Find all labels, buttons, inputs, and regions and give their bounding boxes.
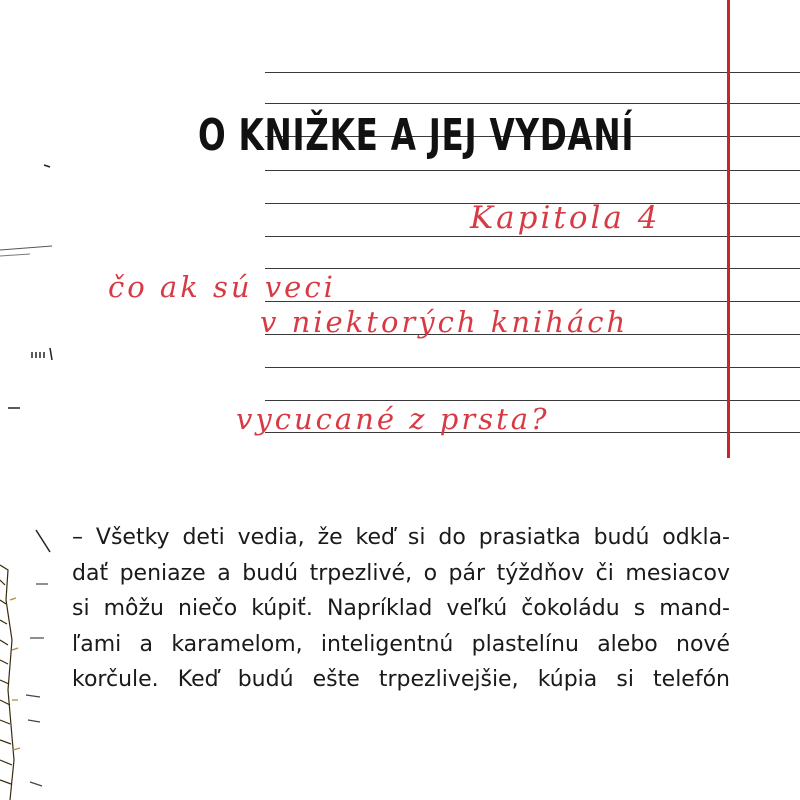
sketch-stroke (36, 530, 50, 552)
sketch-stroke (30, 782, 42, 786)
sketch-illustration (0, 0, 70, 800)
ruled-line (265, 268, 800, 269)
body-line: ľami a karamelom, inteligentnú plastelínu alebo nové (72, 631, 730, 657)
ruled-line (265, 72, 800, 73)
body-paragraph (72, 520, 730, 698)
sketch-stroke (0, 254, 30, 256)
sketch-stroke (44, 165, 50, 167)
body-line: – Všetky deti vedia, že keď si do prasiatka budú odkla- (72, 525, 730, 550)
ruled-line (265, 236, 800, 237)
sketch-stroke (26, 695, 40, 697)
ruled-line (265, 301, 800, 302)
body-line: si môžu niečo kúpiť. Napríklad veľkú čokoládu s mand- (72, 596, 730, 621)
sketch-stroke (0, 246, 52, 250)
ruled-line (265, 400, 800, 401)
chapter-label: Kapitola 4 (470, 200, 661, 236)
chapter-title: O KNIŽKE A JEJ VYDANÍ (198, 110, 635, 161)
notebook-margin-line (727, 0, 730, 458)
body-line: dať peniaze a budú trpezlivé, o pár týždňov či mesiacov (72, 560, 730, 586)
body-line: korčule. Keď budú ešte trpezlivejšie, kúpia si telefón (72, 667, 730, 692)
ruled-line (265, 170, 800, 171)
handwritten-line-1: čo ak sú veci (108, 270, 336, 304)
sketch-figure (0, 565, 20, 800)
sketch-hatch (32, 348, 52, 360)
ruled-line (265, 367, 800, 368)
sketch-stroke (28, 720, 40, 722)
ruled-line (265, 103, 800, 104)
handwritten-line-2: v niektorých knihách (260, 305, 629, 339)
handwritten-line-3: vycucané z prsta? (236, 402, 550, 436)
